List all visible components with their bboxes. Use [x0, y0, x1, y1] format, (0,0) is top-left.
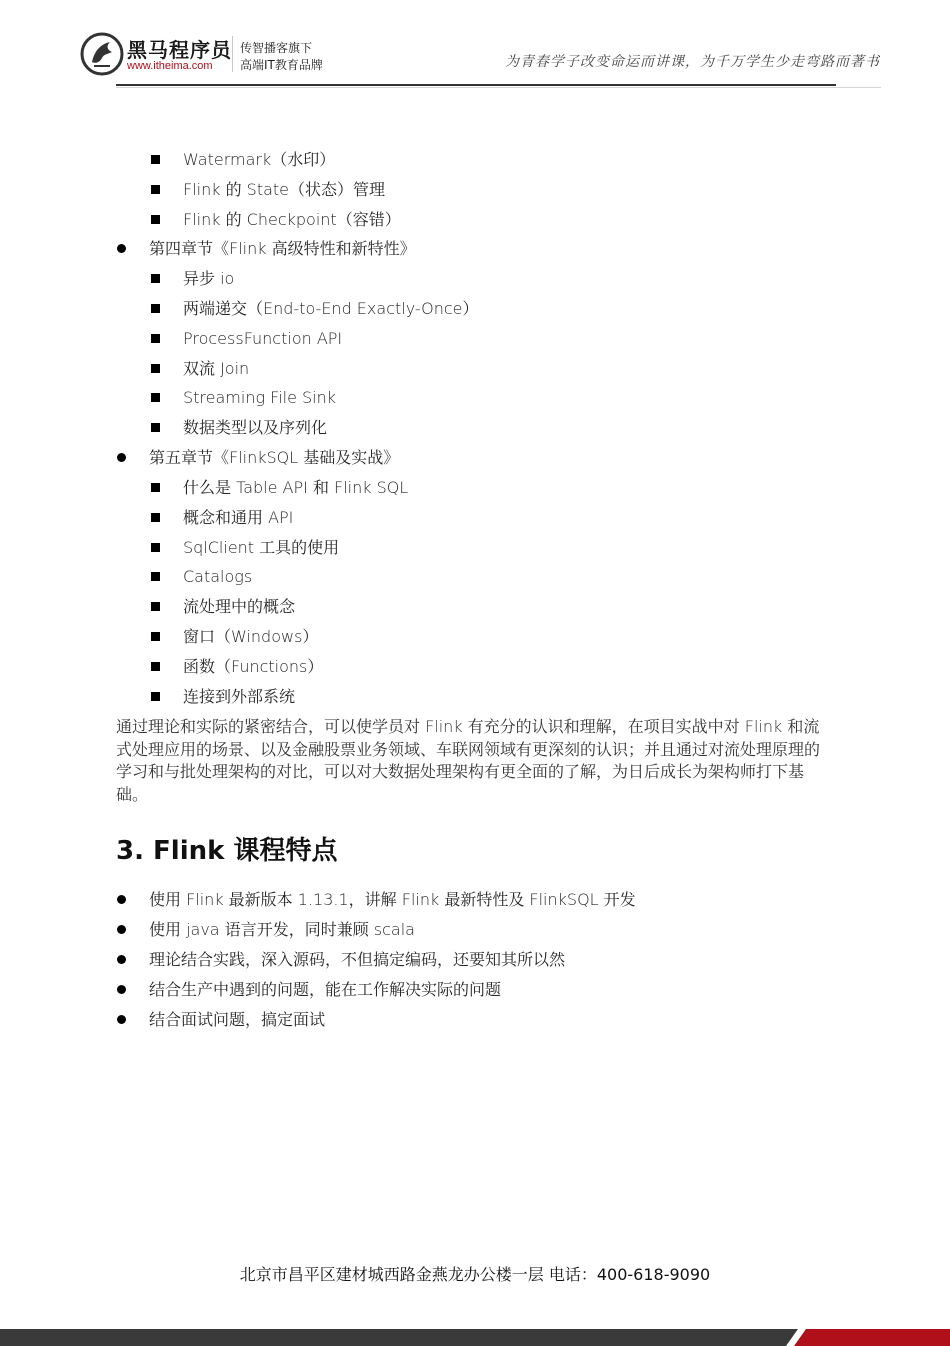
list-item: 窗口（Windows）: [183, 627, 319, 646]
feature-item: 结合面试问题，搞定面试: [149, 1010, 326, 1029]
square-bullet-icon: [151, 274, 160, 283]
round-bullet-icon: [117, 244, 126, 253]
list-item: Flink 的 State（状态）管理: [183, 180, 386, 199]
list-item: 异步 io: [183, 269, 235, 288]
header-slogan: 为青春学子改变命运而讲课，为千万学生少走弯路而著书: [505, 54, 880, 70]
square-bullet-icon: [151, 304, 160, 313]
chapter-title: 第五章节《FlinkSQL 基础及实战》: [149, 448, 400, 467]
list-item: Streaming File Sink: [183, 388, 337, 407]
list-item: 流处理中的概念: [183, 597, 296, 616]
logo-name: 黑马程序员: [127, 38, 232, 62]
header-rule: [116, 84, 836, 86]
feature-item: 理论结合实践，深入源码，不但搞定编码，还要知其所以然: [149, 950, 566, 969]
round-bullet-icon: [117, 985, 126, 994]
list-item: Flink 的 Checkpoint（容错）: [183, 210, 401, 229]
footer-address: 北京市昌平区建材城西路金燕龙办公楼一层 电话：400-618-9090: [239, 1265, 711, 1284]
list-item: ProcessFunction API: [183, 329, 343, 348]
square-bullet-icon: [151, 692, 160, 701]
square-bullet-icon: [151, 334, 160, 343]
page-header: [0, 0, 950, 90]
square-bullet-icon: [151, 185, 160, 194]
section-heading: 3. Flink 课程特点: [116, 836, 338, 866]
round-bullet-icon: [117, 1015, 126, 1024]
list-item: 数据类型以及序列化: [183, 418, 328, 437]
list-item: 概念和通用 API: [183, 508, 294, 527]
list-item: Catalogs: [183, 567, 253, 586]
chapter-title: 第四章节《Flink 高级特性和新特性》: [149, 239, 416, 258]
feature-item: 结合生产中遇到的问题，能在工作解决实际的问题: [149, 980, 502, 999]
square-bullet-icon: [151, 572, 160, 581]
list-item: 双流 Join: [183, 359, 250, 378]
square-bullet-icon: [151, 632, 160, 641]
feature-item: 使用 java 语言开发，同时兼顾 scala: [149, 920, 415, 939]
footer-bar: [0, 1329, 950, 1346]
round-bullet-icon: [117, 925, 126, 934]
square-bullet-icon: [151, 393, 160, 402]
square-bullet-icon: [151, 155, 160, 164]
square-bullet-icon: [151, 513, 160, 522]
list-item: SqlClient 工具的使用: [183, 538, 340, 557]
list-item: 两端递交（End-to-End Exactly-Once）: [183, 299, 479, 318]
square-bullet-icon: [151, 215, 160, 224]
logo-divider: [232, 36, 233, 72]
list-item: Watermark（水印）: [183, 150, 336, 169]
header-rule-thin: [116, 87, 881, 88]
round-bullet-icon: [117, 895, 126, 904]
square-bullet-icon: [151, 662, 160, 671]
square-bullet-icon: [151, 483, 160, 492]
list-item: 什么是 Table API 和 Flink SQL: [183, 478, 409, 497]
list-item: 连接到外部系统: [183, 687, 296, 706]
round-bullet-icon: [117, 453, 126, 462]
list-item: 函数（Functions）: [183, 657, 324, 676]
horse-logo-icon: [80, 32, 124, 76]
summary-paragraph: 通过理论和实际的紧密结合，可以使学员对 Flink 有充分的认识和理解，在项目实战中对 Flink 和流式处理应用的场景、以及金融股票业务领域、车联网领域有更深刻的认识；并且通过对流处理原理的学习和与批处理架构的对比，可以对大数据处理架构有更全面的了解，为日后成长为架构师打下基础。: [116, 717, 821, 804]
logo-url: www.itheima.com: [127, 60, 213, 72]
square-bullet-icon: [151, 364, 160, 373]
itheima-logo: [80, 30, 340, 78]
round-bullet-icon: [117, 955, 126, 964]
logo-tagline-1: 传智播客旗下: [240, 41, 313, 55]
square-bullet-icon: [151, 423, 160, 432]
square-bullet-icon: [151, 602, 160, 611]
feature-item: 使用 Flink 最新版本 1.13.1，讲解 Flink 最新特性及 FlinkSQL 开发: [149, 890, 636, 909]
logo-tagline-2: 高端IT教育品牌: [240, 58, 323, 72]
square-bullet-icon: [151, 543, 160, 552]
